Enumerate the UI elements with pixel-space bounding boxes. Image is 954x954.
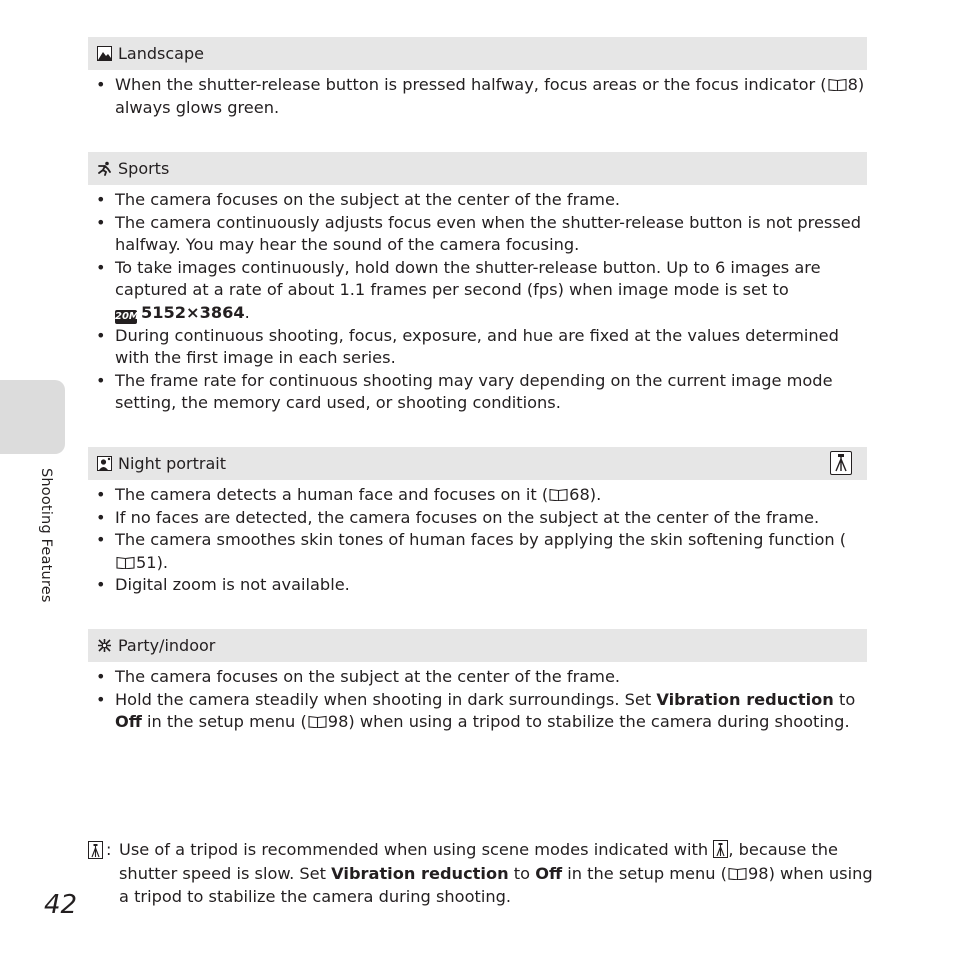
book-reference-icon [308,712,327,725]
section-sports [88,152,867,415]
section-title: Night portrait [118,454,226,473]
list-item: • If no faces are detected, the camera focuses on the subject at the center of the frame. [88,507,867,530]
book-reference-icon [549,485,568,498]
section-header [88,152,867,185]
chapter-tab [0,380,65,454]
list-item: • During continuous shooting, focus, exposure, and hue are fixed at the values determined with the first image in each series. [88,325,867,370]
section-title: Party/indoor [118,636,216,655]
list-item: • The frame rate for continuous shooting may vary depending on the current image mode setting, the memory card used, or shooting conditions. [88,370,867,415]
tripod-icon [88,841,103,859]
book-reference-icon [828,75,847,88]
tripod-icon [830,451,852,475]
book-reference-icon [116,553,135,566]
section-night-portrait [88,447,867,597]
list-item: • The camera detects a human face and focuses on it ( 68). [88,484,867,507]
book-reference-icon [728,863,747,876]
tripod-footnote: : Use of a tripod is recommended when using scene modes indicated with , because the shutter speed is slow. Set Vibration reduction to Off in the setup menu ( 98) when using a tripod to stabilize the camera during shooting. [88,838,878,909]
party-indoor-scene-icon [97,638,112,653]
section-party-indoor [88,629,867,734]
list-item: • The camera focuses on the subject at the center of the frame. [88,666,867,689]
section-header [88,37,867,70]
section-title: Landscape [118,44,204,63]
night-portrait-scene-icon [97,456,112,471]
sports-scene-icon [97,161,112,176]
list-item: • The camera continuously adjusts focus even when the shutter-release button is not pressed halfway. You may hear the sound of the camera focusing. [88,212,867,257]
section-landscape [88,37,867,119]
section-title: Sports [118,159,170,178]
section-header [88,629,867,662]
list-item: • Digital zoom is not available. [88,574,867,597]
chapter-label: Shooting Features [38,468,54,603]
landscape-scene-icon [97,46,112,61]
list-item: • The camera focuses on the subject at the center of the frame. [88,189,867,212]
page-number: 42 [44,890,78,920]
list-item: • The camera smoothes skin tones of human faces by applying the skin softening function (51). [88,529,867,574]
image-mode-20m-icon: 20M [115,310,139,322]
tripod-icon [713,840,728,858]
section-header [88,447,867,480]
list-item: • Hold the camera steadily when shooting in dark surroundings. Set Vibration reduction to Off in the setup menu ( 98) when using a tripod to stabilize the camera during shooting. [88,689,867,734]
list-item: • To take images continuously, hold down the shutter-release button. Up to 6 images are captured at a rate of about 1.1 frames per second (fps) when image mode is set to 20M 5152×3864. [88,257,867,325]
list-item: • When the shutter-release button is pressed halfway, focus areas or the focus indicator ( 8) always glows green. [88,74,867,119]
